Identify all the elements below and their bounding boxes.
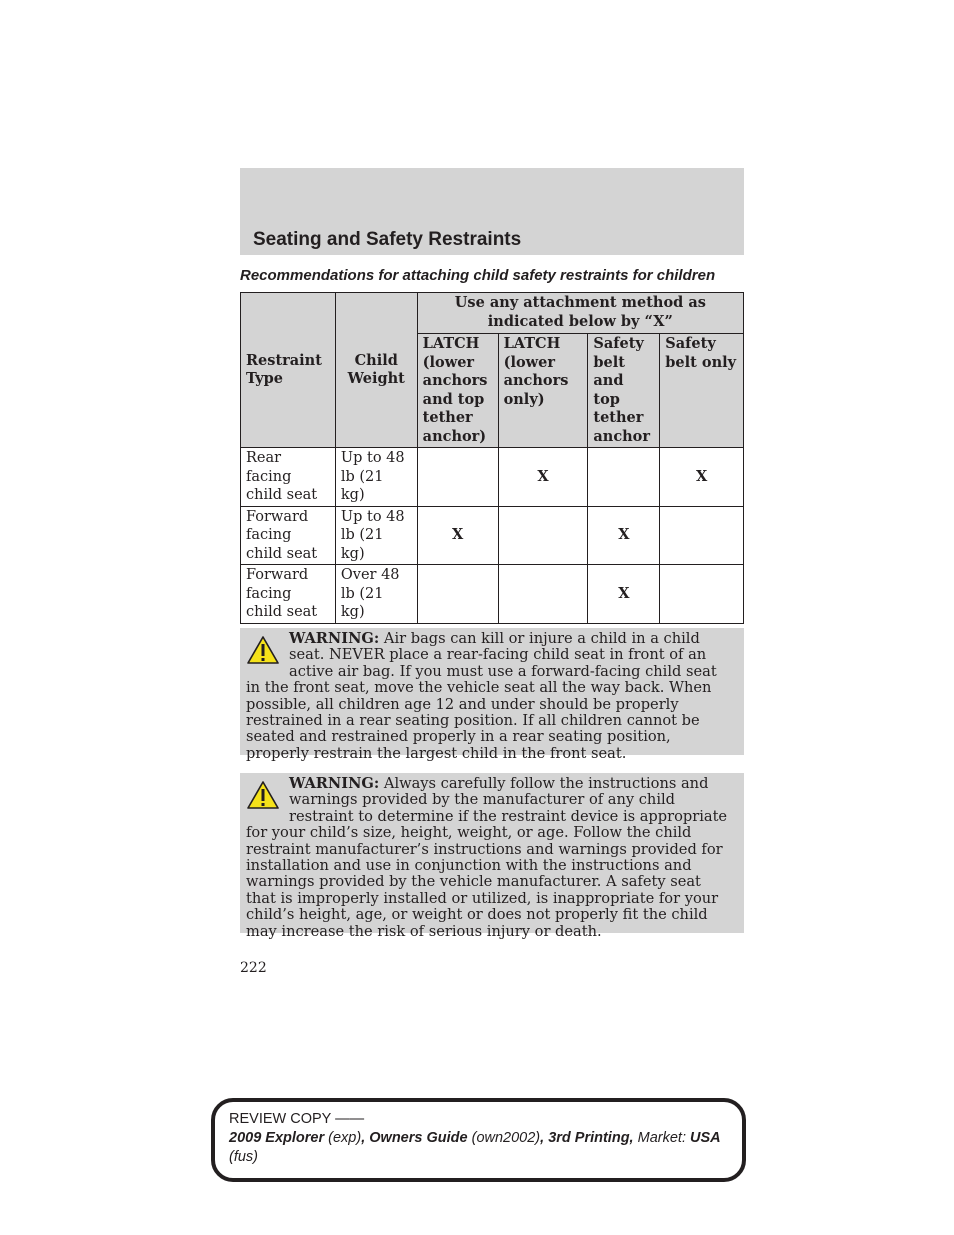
cell-mark: X bbox=[417, 506, 498, 565]
header-method-belt-only: Safety belt only bbox=[660, 334, 744, 448]
cell-child-weight: Up to 48 lb (21 kg) bbox=[335, 506, 417, 565]
printing: 3rd Printing, bbox=[548, 1130, 634, 1146]
header-restraint-type: Restraint Type bbox=[241, 293, 336, 448]
cell-restraint-type: Forward facing child seat bbox=[241, 506, 336, 565]
table-row bbox=[241, 448, 744, 507]
header-attachment-method: Use any attachment method as indicated below by “X” bbox=[417, 293, 743, 334]
model-name: 2009 Explorer bbox=[229, 1130, 325, 1146]
page-number: 222 bbox=[240, 960, 267, 976]
warning-triangle-icon bbox=[246, 780, 280, 810]
market-code: (fus) bbox=[229, 1149, 258, 1165]
warning-label: WARNING: bbox=[289, 775, 380, 792]
cell-mark: X bbox=[498, 448, 588, 507]
cell-mark bbox=[498, 565, 588, 624]
warning-text: Always carefully follow the instructions and warnings provided by the manufacturer of any child restraint to determine if the restraint device is appropriate for your child’s size, height, weight, or age. Follow the child restraint manufacturer’s instructions and warnings provided for installation and use in conjunction with the instructions and warnings provided by the vehicle manufacturer. A safety seat that is improperly installed or utilized, is inappropriate for your child’s height, age, or weight or does not properly fit the child may increase the risk of serious injury or death. bbox=[246, 775, 728, 940]
review-copy-label: REVIEW COPY —— bbox=[229, 1111, 365, 1127]
child-restraint-table bbox=[240, 292, 744, 624]
cell-mark bbox=[498, 506, 588, 565]
cell-restraint-type: Rear facing child seat bbox=[241, 448, 336, 507]
warning-triangle-icon bbox=[246, 635, 280, 665]
cell-mark: X bbox=[660, 448, 744, 507]
table-subheading: Recommendations for attaching child safety restraints for children bbox=[240, 267, 716, 284]
market-label: Market: bbox=[637, 1130, 686, 1146]
review-copy-box bbox=[211, 1098, 746, 1182]
cell-child-weight: Over 48 lb (21 kg) bbox=[335, 565, 417, 624]
cell-mark bbox=[417, 448, 498, 507]
warning-box-air-bags bbox=[240, 628, 744, 762]
guide-name: Owners Guide bbox=[369, 1130, 468, 1146]
section-header-band bbox=[240, 168, 744, 255]
market: USA bbox=[690, 1130, 721, 1146]
cell-mark bbox=[417, 565, 498, 624]
table-row bbox=[241, 506, 744, 565]
cell-restraint-type: Forward facing child seat bbox=[241, 565, 336, 624]
cell-child-weight: Up to 48 lb (21 kg) bbox=[335, 448, 417, 507]
cell-mark bbox=[660, 565, 744, 624]
section-title: Seating and Safety Restraints bbox=[253, 229, 522, 250]
cell-mark bbox=[588, 448, 660, 507]
header-method-belt-top-tether: Safety belt and top tether anchor bbox=[588, 334, 660, 448]
warning-box-manufacturer-instructions bbox=[240, 773, 744, 940]
header-method-latch-top-tether: LATCH (lower anchors and top tether anchor) bbox=[417, 334, 498, 448]
model-code: (exp) bbox=[328, 1130, 362, 1146]
warning-label: WARNING: bbox=[289, 630, 380, 647]
header-child-weight: Child Weight bbox=[335, 293, 417, 448]
cell-mark bbox=[660, 506, 744, 565]
review-copy-details: 2009 Explorer (exp), Owners Guide (own2002), 3rd Printing, Market: USA bbox=[229, 1130, 721, 1146]
guide-code: (own2002) bbox=[471, 1130, 541, 1146]
header-method-latch-lower: LATCH (lower anchors only) bbox=[498, 334, 588, 448]
warning-text: Air bags can kill or injure a child in a child seat. NEVER place a rear-facing child seat in front of an active air bag. If you must use a forward-facing child seat in the front seat, move the vehicle seat all the way back. When possible, all children age 12 and under should be properly restrained in a rear seating position. If all children cannot be seated and restrained properly in a rear seating position, properly restrain the largest child in the front seat. bbox=[246, 630, 717, 762]
cell-mark: X bbox=[588, 506, 660, 565]
table-row bbox=[241, 565, 744, 624]
cell-mark: X bbox=[588, 565, 660, 624]
